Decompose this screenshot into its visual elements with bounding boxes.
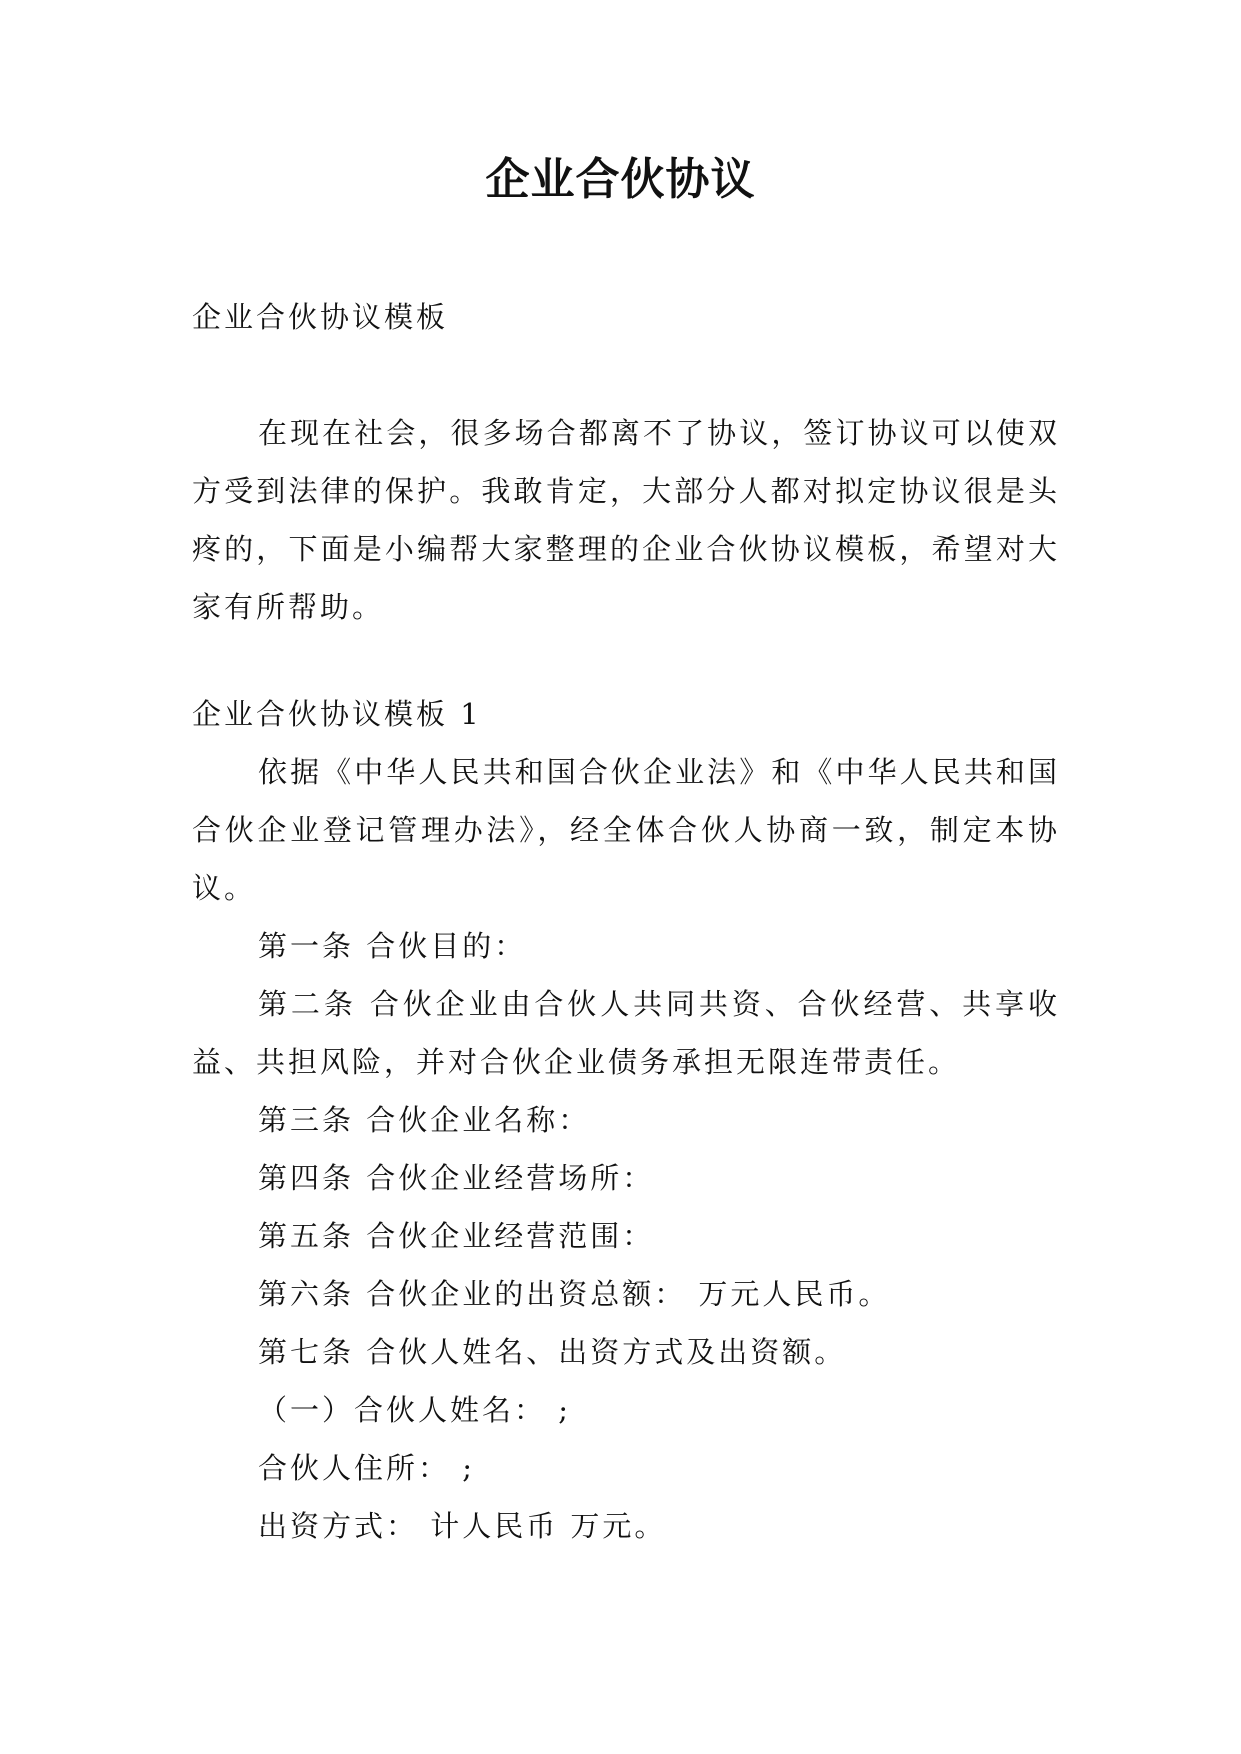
article-1: 第一条 合伙目的：: [258, 929, 527, 963]
article-4: 第四条 合伙企业经营场所：: [258, 1161, 655, 1195]
article-7: 第七条 合伙人姓名、出资方式及出资额。: [258, 1335, 847, 1369]
section-heading: 企业合伙协议模板 1: [192, 697, 482, 731]
intro-paragraph: 在现在社会，很多场合都离不了协议，签订协议可以使双方受到法律的保护。我敢肯定，大部分人都对拟定协议很是头疼的，下面是小编帮大家整理的企业合伙协议模板，希望对大家有所帮助。: [192, 416, 1060, 624]
preamble-paragraph: 依据《中华人民共和国合伙企业法》和《中华人民共和国合伙企业登记管理办法》，经全体合伙人协商一致，制定本协议。: [192, 755, 1060, 905]
article-6: 第六条 合伙企业的出资总额： 万元人民币。: [258, 1277, 891, 1311]
contribution-method-line: 出资方式： 计人民币 万元。: [258, 1509, 667, 1543]
document-body: [192, 288, 1060, 1555]
partner-name-line: （一）合伙人姓名： ;: [258, 1393, 571, 1427]
document-title: 企业合伙协议: [485, 154, 756, 205]
document-subtitle: 企业合伙协议模板: [192, 300, 449, 334]
partner-address-line: 合伙人住所： ;: [258, 1451, 475, 1485]
article-3: 第三条 合伙企业名称：: [258, 1103, 591, 1137]
article-2: 第二条 合伙企业由合伙人共同共资、合伙经营、共享收益、共担风险，并对合伙企业债务承担无限连带责任。: [192, 987, 1060, 1079]
article-5: 第五条 合伙企业经营范围：: [258, 1219, 655, 1253]
